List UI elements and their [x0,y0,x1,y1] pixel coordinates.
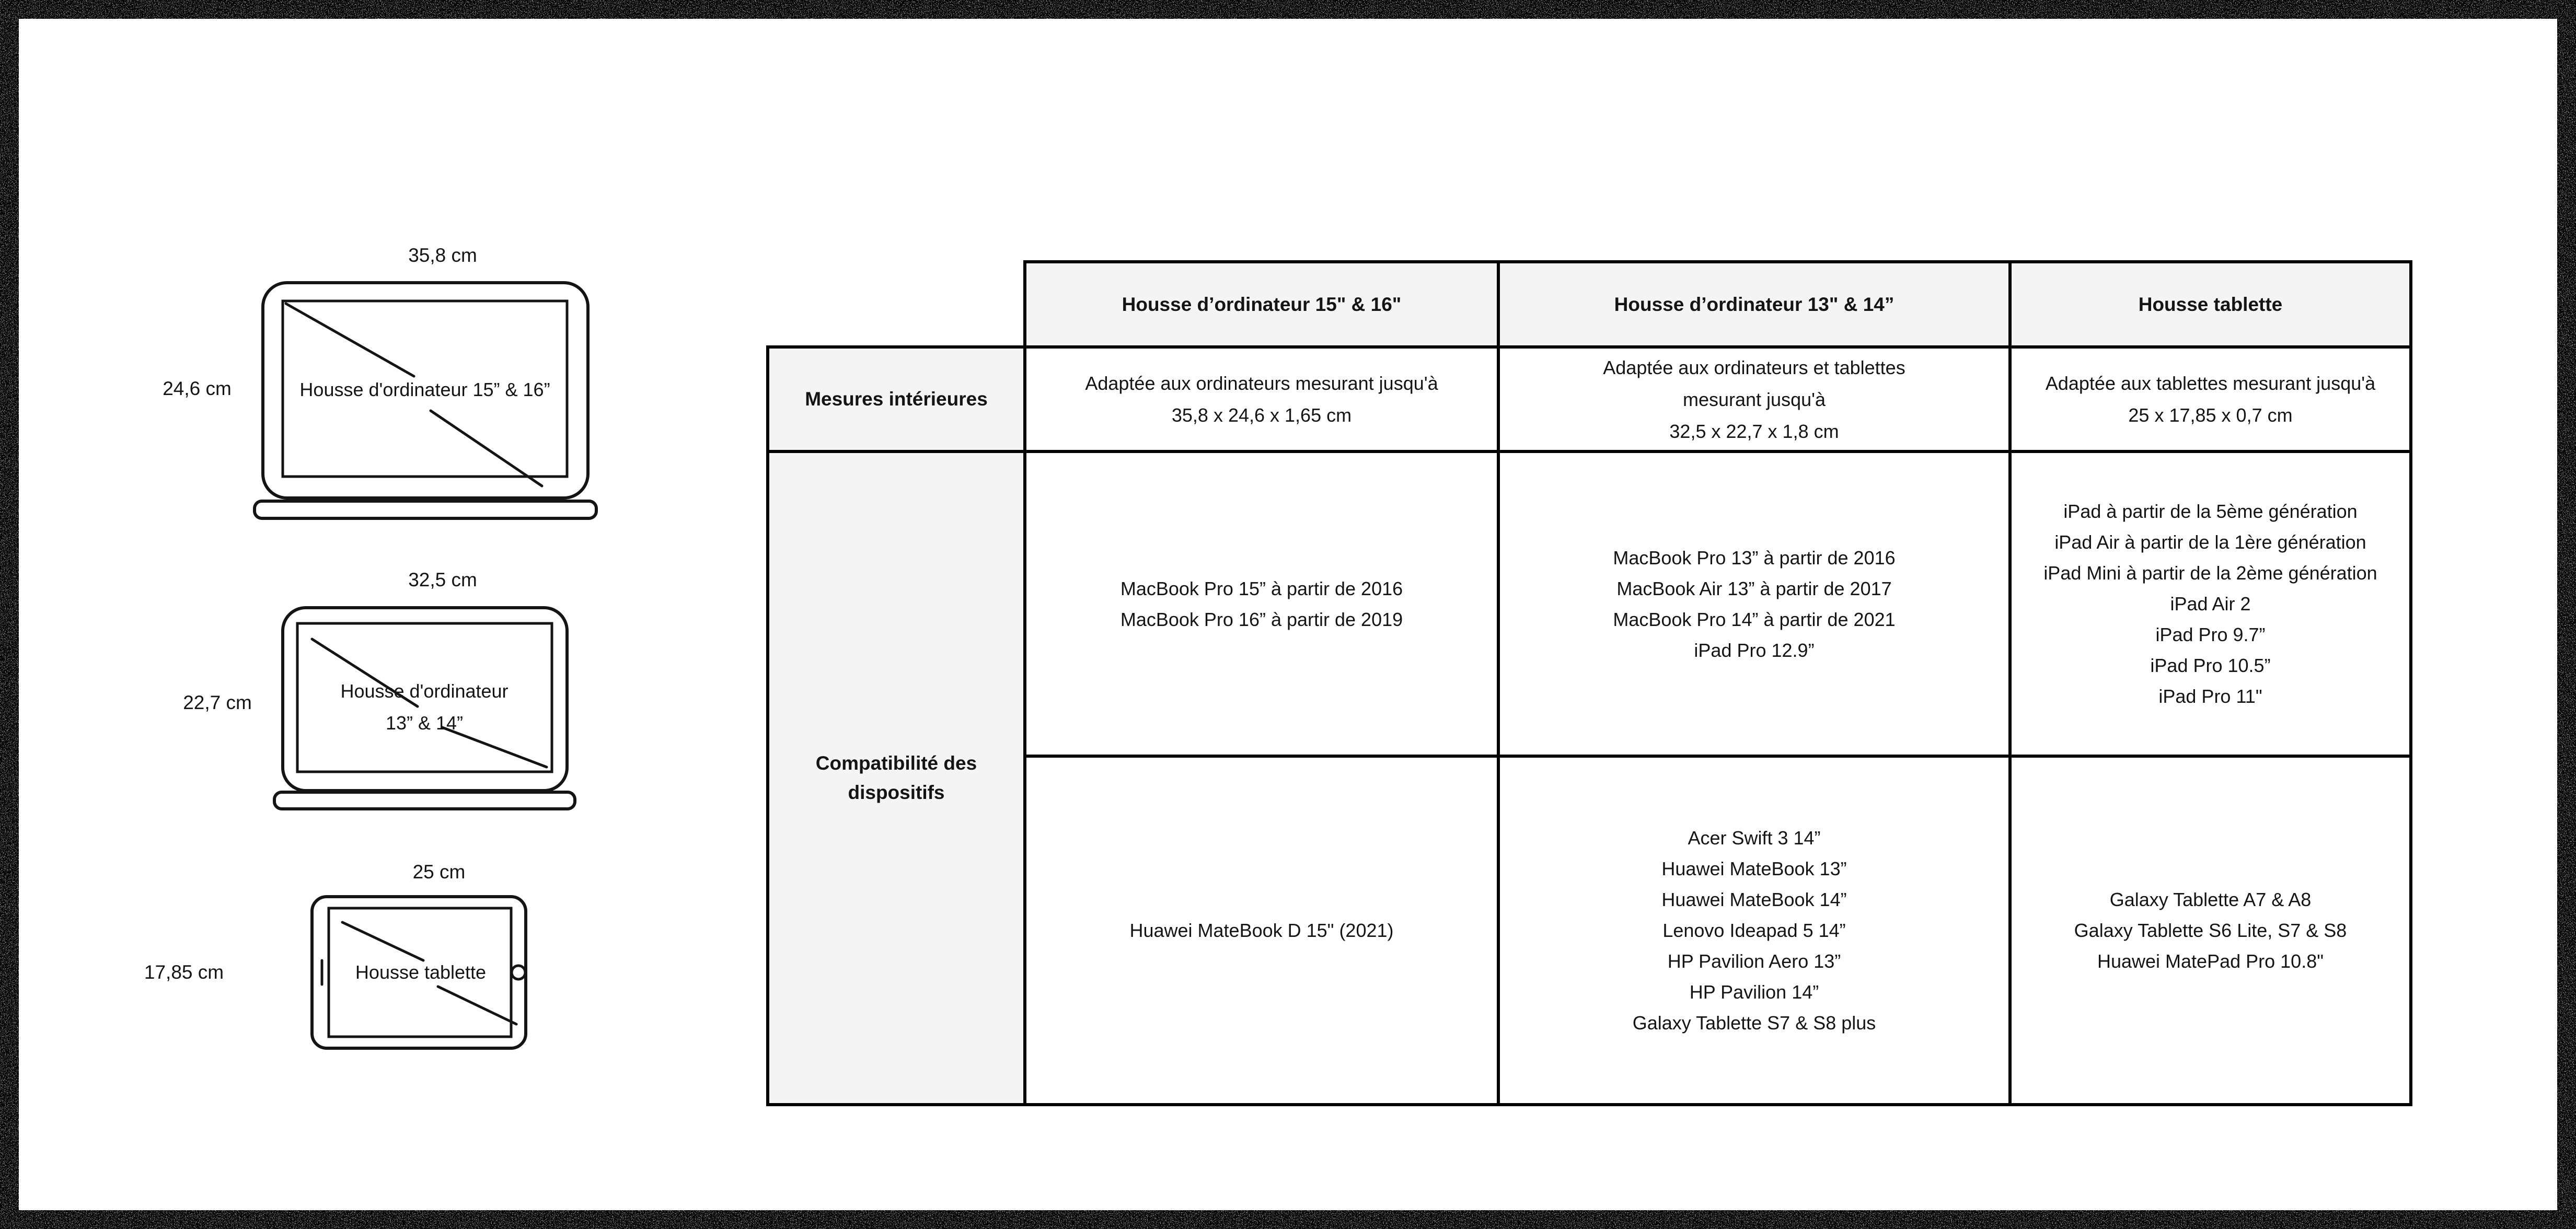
text-line: MacBook Pro 13” à partir de 2016 [1613,547,1896,569]
text-line: Huawei MatePad Pro 10.8" [2097,950,2324,972]
mesures-cell-13-14 [1498,347,2010,451]
measures-row [768,347,2411,451]
text-line: MacBook Pro 14” à partir de 2021 [1613,608,1896,630]
fig1-width-dimension-label: 35,8 cm [408,245,477,266]
text-line: MacBook Pro 16” à partir de 2019 [1120,608,1403,630]
mesures-cell-tablette [2010,347,2411,451]
text-line: Galaxy Tablette S7 & S8 plus [1632,1012,1876,1034]
laptop-13-14-illustration [261,598,580,818]
white-canvas [19,19,2557,1210]
row-label-mesures-interieures: Mesures intérieures [768,347,1025,451]
fig2-width-dimension-label: 32,5 cm [408,569,477,590]
compatibility-row-1 [768,451,2411,756]
text-line: iPad Pro 9.7” [2155,624,2266,645]
fig2-device-label-line2: 13” & 14” [385,712,464,734]
text-line: iPad Pro 12.9” [1694,639,1815,661]
row-label-compatibilite-dispositifs: Compatibilité des dispositifs [768,451,1025,1105]
tablet-illustration [301,886,541,1058]
col-header-housse-15-16: Housse d’ordinateur 15" & 16" [1025,262,1498,347]
text-line: Galaxy Tablette A7 & A8 [2109,889,2312,910]
compat1-cell-tablette [2010,451,2411,756]
fig1-height-dimension-label: 24,6 cm [163,378,232,399]
text-line: iPad Pro 10.5” [2150,655,2271,676]
col-header-housse-13-14: Housse d’ordinateur 13" & 14” [1498,262,2010,347]
text-line: HP Pavilion Aero 13” [1667,950,1841,972]
text-line: iPad Mini à partir de la 2ème génération [2043,562,2377,584]
text-line: Adaptée aux ordinateurs mesurant jusqu'à [1085,373,1438,394]
text-line: iPad Air à partir de la 1ère génération [2054,531,2366,553]
text-line: Huawei MateBook D 15" (2021) [1129,920,1394,941]
col-header-housse-tablette: Housse tablette [2010,262,2411,347]
text-line: Huawei MateBook 14” [1661,889,1847,910]
compat1-cell-13-14 [1498,451,2010,756]
text-line: 35,8 x 24,6 x 1,65 cm [1171,404,1352,426]
fig2-height-dimension-label: 22,7 cm [183,692,252,713]
text-line: MacBook Air 13” à partir de 2017 [1616,577,1892,599]
fig2-device-label-line1: Housse d'ordinateur [340,680,509,702]
text-line: MacBook Pro 15” à partir de 2016 [1120,577,1403,599]
text-line: 32,5 x 22,7 x 1,8 cm [1669,420,1839,442]
text-line: Galaxy Tablette S6 Lite, S7 & S8 [2074,920,2347,941]
text-line: iPad Air 2 [2170,593,2251,614]
fig3-height-dimension-label: 17,85 cm [144,961,224,983]
compat2-cell-tablette [2010,756,2411,1105]
laptop-base [255,501,596,518]
text-line: Adaptée aux ordinateurs et tablettes [1603,356,1905,378]
fig3-device-label: Housse tablette [355,961,487,983]
compat2-cell-13-14 [1498,756,2010,1105]
text-line: Huawei MateBook 13” [1661,858,1847,879]
text-line: iPad à partir de la 5ème génération [2063,501,2358,522]
text-line: mesurant jusqu'à [1682,388,1826,410]
blank-corner-cell [768,262,1025,347]
mesures-cell-15-16 [1025,347,1498,451]
text-line: HP Pavilion 14” [1689,981,1819,1003]
text-line: 25 x 17,85 x 0,7 cm [2128,404,2293,426]
header-row [768,262,2411,347]
comparison-table [766,260,2412,1106]
text-line: Acer Swift 3 14” [1688,827,1821,849]
tablet-home-button [512,966,525,979]
fig3-width-dimension-label: 25 cm [412,861,466,883]
text-line: Adaptée aux tablettes mesurant jusqu'à [2045,373,2376,394]
text-line: Lenovo Ideapad 5 14” [1662,920,1846,941]
compat1-cell-15-16 [1025,451,1498,756]
laptop-base [274,792,575,809]
fig1-device-label: Housse d'ordinateur 15” & 16” [299,379,550,400]
text-line: iPad Pro 11" [2158,686,2262,707]
laptop-15-16-illustration [251,274,611,525]
compat2-cell-15-16 [1025,756,1498,1105]
